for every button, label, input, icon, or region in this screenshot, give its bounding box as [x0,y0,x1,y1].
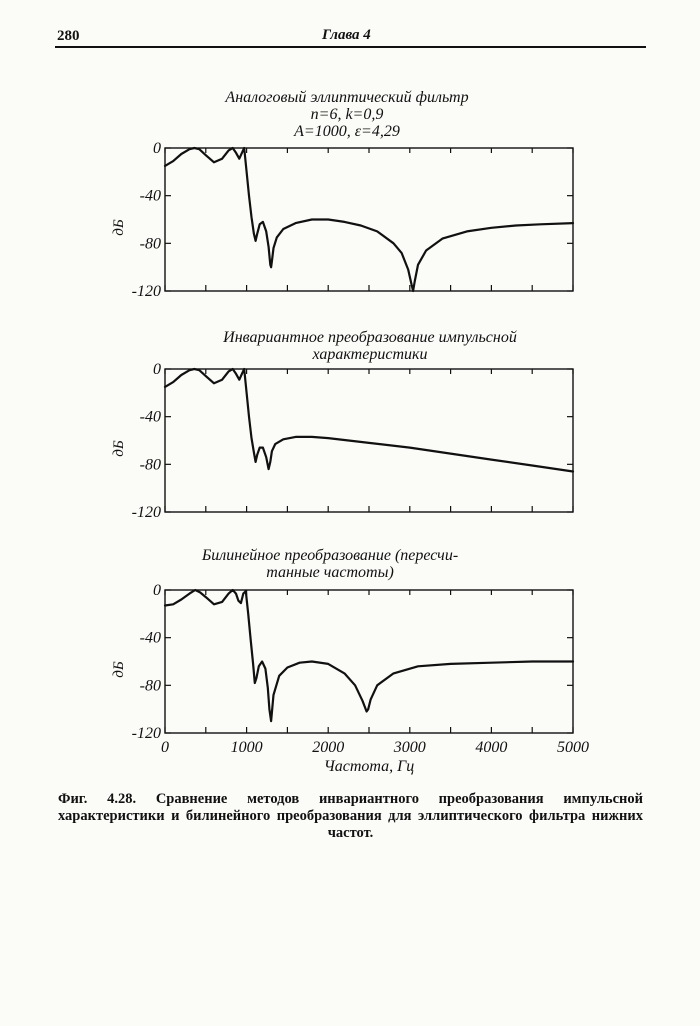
chart3-title-line: Билинейное преобразование (пересчи- [201,547,459,564]
chart3-ytick-label: -120 [131,725,161,742]
chart3-xtick-label: 2000 [312,739,345,756]
chart3-series-line [165,590,573,721]
chart2-title-line: характеристики [312,346,428,363]
chart1-ytick-label: -40 [139,187,161,205]
chart1-title-line: Аналоговый эллиптический фильтр [225,89,469,106]
chart1-ylabel: дБ [111,219,127,236]
running-title: Глава 4 [322,27,371,43]
page-number: 280 [57,28,80,44]
chart3-title-line: танные частоты) [266,564,394,581]
chart3-xtick-label: 3000 [393,739,426,756]
chart1-series-line [165,148,573,291]
chart1-ytick-label: -120 [131,283,161,300]
chart3-ytick-label: -80 [139,677,161,695]
chart1-title-line: A=1000, ε=4,29 [294,123,400,140]
chart2-ytick-label: -40 [139,408,161,426]
chart2-title-line: Инвариантное преобразование импульсной [223,329,517,346]
chart2-frame [165,369,573,512]
chart1-frame [165,148,573,291]
chart2-ytick-label: 0 [153,361,161,378]
chart2-ylabel: дБ [111,440,127,457]
chart3-xtick-label: 1000 [230,739,263,756]
chart3-xtick-label: 0 [161,739,169,756]
chart2-ytick-label: -120 [131,504,161,521]
chart2-series-line [165,369,573,472]
chart1-title-line: n=6, k=0,9 [310,106,384,123]
chart1-ytick-label: -80 [139,235,161,253]
chart3-xlabel: Частота, Гц [323,758,415,775]
chart2-ytick-label: -80 [139,456,161,474]
chart3-ytick-label: 0 [153,582,161,599]
chart3-ytick-label: -40 [139,629,161,647]
chart3-xtick-label: 4000 [475,739,508,756]
figure-caption: Фиг. 4.28. Сравнение методов инвариантного преобразования импульсной характеристики и билинейного преобразования для эллиптического фильтра нижних частот. [58,791,643,841]
chart1-ytick-label: 0 [153,140,161,157]
chart3-ylabel: дБ [111,661,127,678]
chart3-xtick-label: 5000 [557,739,589,756]
